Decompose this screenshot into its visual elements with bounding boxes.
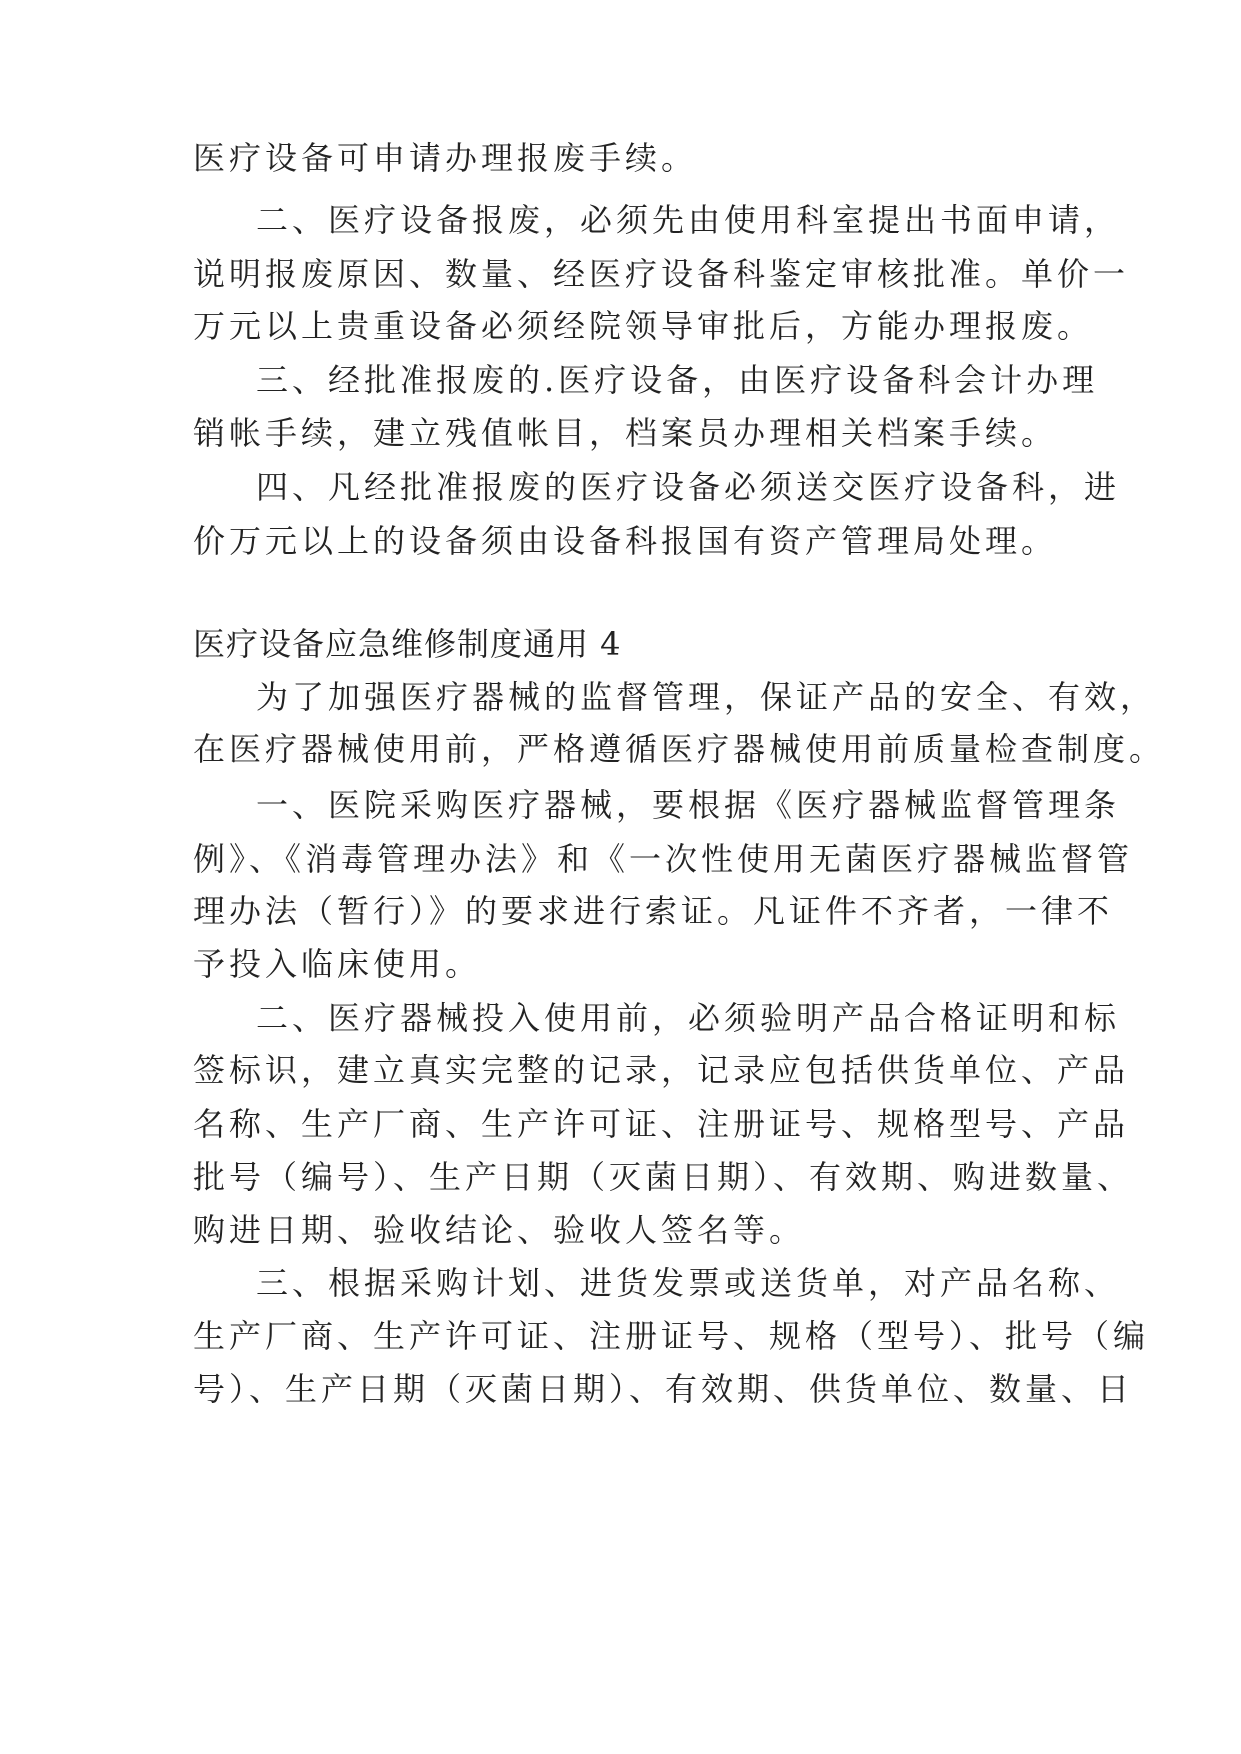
paragraph-line: 例》、《消毒管理办法》和《一次性使用无菌医疗器械监督管 [193,840,1134,878]
paragraph-line: 四、凡经批准报废的医疗设备必须送交医疗设备科，进 [256,468,1121,506]
paragraph-line: 一、医院采购医疗器械，要根据《医疗器械监督管理条 [256,786,1121,824]
paragraph-line: 予投入临床使用。 [193,945,482,983]
paragraph-line: 万元以上贵重设备必须经院领导审批后，方能办理报废。 [193,307,1094,345]
paragraph-line: 为了加强医疗器械的监督管理，保证产品的安全、有效， [256,678,1157,716]
paragraph-line: 理办法（暂行）》的要求进行索证。凡证件不齐者，一律不 [193,892,1114,930]
paragraph-line: 批号（编号）、生产日期（灭菌日期）、有效期、购进数量、 [193,1158,1134,1196]
paragraph-line: 二、医疗设备报废，必须先由使用科室提出书面申请， [256,201,1121,239]
paragraph-line: 签标识，建立真实完整的记录，记录应包括供货单位、产品 [193,1051,1130,1089]
paragraph-line: 医疗设备可申请办理报废手续。 [193,139,698,177]
paragraph-line: 名称、生产厂商、生产许可证、注册证号、规格型号、产品 [193,1105,1130,1143]
paragraph-line: 在医疗器械使用前，严格遵循医疗器械使用前质量检查制度。 [193,730,1166,768]
paragraph-line: 号）、生产日期（灭菌日期）、有效期、供货单位、数量、日 [193,1370,1134,1408]
paragraph-line: 价万元以上的设备须由设备科报国有资产管理局处理。 [193,522,1058,560]
section-title: 医疗设备应急维修制度通用 4 [193,625,622,663]
paragraph-line: 说明报废原因、数量、经医疗设备科鉴定审核批准。单价一 [193,255,1130,293]
paragraph-line: 生产厂商、生产许可证、注册证号、规格（型号）、批号（编 [193,1317,1150,1355]
paragraph-line: 购进日期、验收结论、验收人签名等。 [193,1211,806,1249]
paragraph-line: 二、医疗器械投入使用前，必须验明产品合格证明和标 [256,999,1121,1037]
paragraph-line: 三、根据采购计划、进货发票或送货单，对产品名称、 [256,1264,1121,1302]
paragraph-line: 销帐手续，建立残值帐目，档案员办理相关档案手续。 [193,414,1058,452]
paragraph-line: 三、经批准报废的.医疗设备，由医疗设备科会计办理 [256,361,1099,399]
